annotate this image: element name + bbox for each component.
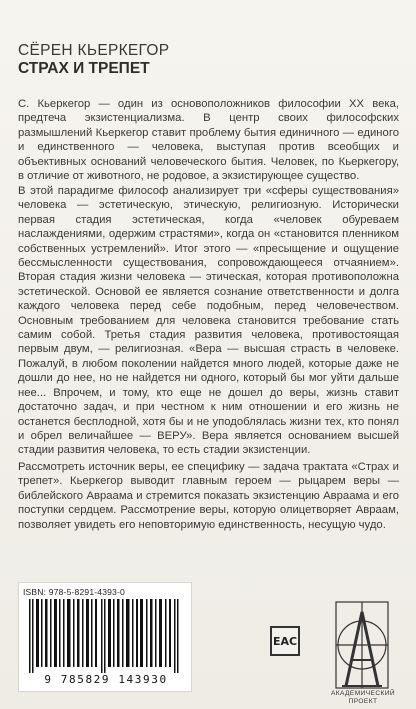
publisher-name-line1: АКАДЕМИЧЕСКИЙ: [330, 690, 396, 697]
author-name: СЁРЕН КЬЕРКЕГОР: [18, 42, 170, 59]
publisher-name-line2: ПРОЕКТ: [348, 698, 378, 705]
barcode-number: 9 785829 143930: [44, 673, 168, 686]
annotation-paragraph-1: С. Кьеркегор — один из основоположников философии XX века, предтеча экзистенциализма. В центр своих философских размышлений Кьеркегор ставит проблему бытия единичного — единого и единственного — человека, выступая против всеобщих и объективных оснований человеческого бытия. Человек, по Кьеркегору, в отличие от животного, не родовое, а экзистирующее существо.: [18, 98, 399, 183]
eac-mark-icon: EAC: [270, 626, 300, 656]
isbn-label: ISBN: 978-5-8291-4393-0: [23, 587, 125, 597]
isbn-barcode-block: [18, 582, 192, 692]
annotation-paragraph-2: В этой парадигме философ анализирует три «сферы существования» человека — эстетическую, этическую, религиозную. Исторически первая стадия эстетическая, когда «человек обуреваем наслаждениями, одержим страстями», когда он «становится пленником собственных устремлений». Итог этого — «пресыщение и ощущение бессмысленности существования, сопровождающееся отчаянием». Вторая стадия жизни человека — этическая, которая противоположна эстетической. Основой ее является сознание ответственности и долга каждого человека перед себе подобным, перед человечеством. Основным требованием для человека становится требование стать самим собой. Третья стадия развития человека, противостоящая первым двум, — религиозная. «Вера — высшая страсть в человеке. Пожалуй, в любом поколении найдется много людей, которые даже не дошли до нее, но не найдется ни одного, который бы мог уйти дальше нее... Впрочем, и тому, кто еще не дошел до веры, жизнь ставит достаточно задач, и при честном к ним отношении и его жизнь не останется бесплодной, хотя бы и не уподоблялась жизни тех, кто понял и обрел величайшее — ВЕРУ». Вера является основанием высшей стадии развития человека, то есть стадии экзистенции.: [18, 185, 399, 457]
book-title: СТРАХ И ТРЕПЕТ: [18, 60, 150, 77]
publisher-name: [320, 690, 406, 706]
barcode-icon: [27, 599, 185, 673]
annotation-paragraph-3: Рассмотреть источник веры, ее специфику — задача трактата «Страх и трепет». Кьеркегор выводит главным героем — рыцарем веры — библейского Авраама и стремится показать экзистенцию Авраама и его поступки сердцем. Рассмотрение веры, которую олицетворяет Авраам, позволяет увидеть его неповторимую единственность, несущую чудо.: [18, 461, 399, 531]
